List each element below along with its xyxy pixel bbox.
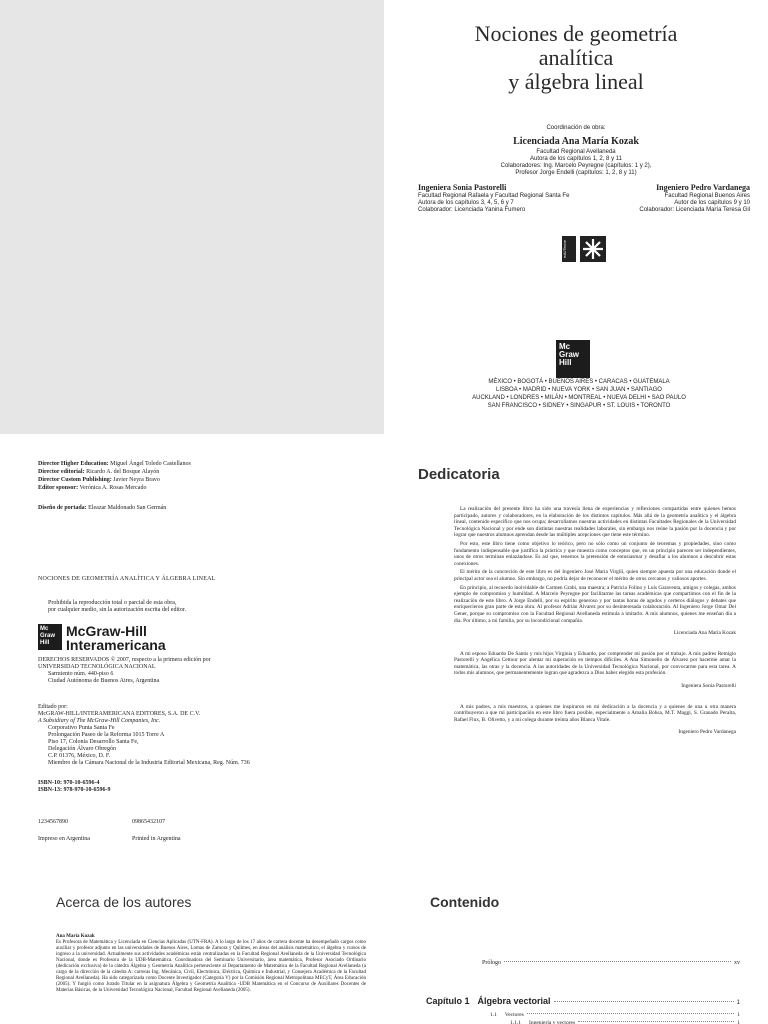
dedication-body xyxy=(454,506,736,750)
edition-line: Delegación Álvaro Obregón xyxy=(48,746,116,752)
subsection-number: 1.1.1 xyxy=(510,1020,521,1024)
printed-in-english: Printed in Argentina xyxy=(132,836,181,842)
toc-page: 1 xyxy=(737,1012,740,1018)
credit-value: Ricardo A. del Bosque Alayón xyxy=(86,469,160,475)
coordinator-line: Colaboradores: Ing. Marcelo Peyregne (capítulos: 1 y 2), xyxy=(500,163,652,169)
city-line: LISBOA • MADRID • NUEVA YORK • SAN JUAN • SANTIAGO xyxy=(496,387,662,393)
toc-subsection xyxy=(426,1020,740,1024)
section-title: Vectores xyxy=(504,1012,524,1018)
utn-logo-icon xyxy=(580,236,606,262)
paragraph: A mis padres, a mis maestros, a quienes me inspiraron en mi dedicación a la docencia y a quienes de una u otra manera contribuyeron a que mi participación en este libro fuera posible, especialmente a Amalia Bohsa, M.T. Maggi, S. Granado Peralta, Rafael Flux, B. Olivetto, y a mi colega durante treinta años Blanca Vitale. xyxy=(454,703,736,723)
toc-label: Prólogo xyxy=(482,960,502,966)
credit-value: Javier Neyra Bravo xyxy=(113,477,160,483)
paragraph: En principio, al recuerdo inolvidable de Carmen Grabi, una maestra; a Patricia Folino y Luis Garaventa, amigos y colegas, ambos ejemplo de compromiso y humildad. A Marcelo Peyregne por facilitarme las tareas académicas que compartimos con el fin de la realización de este libro. A Jorge Endelli, por su espíritu generoso y por tantas horas de agudos y certeros diálogos y debates que enriquecieron gran parte de esta obra. Al profesor Adrián Álvarez por su desinteresada colaboración. Al Ingeniero Jorge Omar Del Gener, porque su compromiso con la Facultad Regional Avellaneda estimula a imitarlo. A mis alumnos, quienes me enseñan día a día. Por último, a mi familia, por su incondicional compañía. xyxy=(454,584,736,624)
collaborator-name: Ingeniero Pedro Vardanega xyxy=(656,183,750,192)
copyright-page xyxy=(0,434,384,868)
prohibition-notice xyxy=(48,600,186,614)
city-list xyxy=(454,378,704,410)
chapter-number: Capítulo 1 xyxy=(426,996,470,1006)
credit-label: Director Higher Education: xyxy=(38,461,109,467)
title-line: analítica xyxy=(538,45,614,70)
signature: Ingeniera Sonia Pastorelli xyxy=(681,683,736,690)
credit-label: Diseño de portada: xyxy=(38,505,87,511)
collaborator-right xyxy=(639,183,750,214)
toc-page: xv xyxy=(734,960,740,966)
credit-value: Miguel Ángel Toledo Castellanos xyxy=(110,461,191,467)
book-title-caps: NOCIONES DE GEOMETRÍA ANALÍTICA Y ÁLGEBRA LINEAL xyxy=(38,576,216,582)
credits xyxy=(38,460,191,512)
coordination-label: Coordinación de obra: xyxy=(546,125,606,131)
mcgraw-hill-logo: Mc Graw Hill xyxy=(556,340,590,378)
isbn-line: ISBN-13: 978-970-10-6596-9 xyxy=(38,787,111,793)
coordinator-name: Licenciada Ana María Kozak xyxy=(513,136,639,147)
title-line: y álgebra lineal xyxy=(508,69,644,94)
edition-block xyxy=(38,704,250,767)
credit-row xyxy=(38,476,191,484)
brand-line: McGraw-Hill xyxy=(66,623,147,639)
edutecne-logo: edUTecne xyxy=(562,236,576,262)
author-bio-text: Es Profesora de Matemática y Licenciada en Ciencias Aplicadas (UTN-FRA). A lo largo de los 17 años de carrera docente ha desempeñado cargos como auxiliar y profesor adjunto en las universidades de Buenos Aires, Lomas de Zamora y Quilmes, en áreas del análisis matemático, el álgebra y cursos de ingreso a la universidad. Actualmente sus actividades académicas están centralizadas en la Facultad Regional Avellaneda de la Universidad Tecnológica Nacional, donde es Profesora de la UDB-Matemática. Coordinadora del Seminario Universitario, área matemática, Profesor Asociado Ordinario (dedicación exclusiva) de la cátedra Álgebra y Geometría Analítica perteneciente al Departamento de Matemática de la Facultad Regional Avellaneda (a cargo de la dirección de la cátedra A: carreras Ing. Mecánica, Civil, Electrónica, Eléctrica, Química e Industrial, y Consejera Académica de la Facultad Regional Avellaneda). Ha sido categorizada como Docente Investigador (Categoría V) por la Comisión Regional Metropolitana MECyT, Área Educación (2005). Y fungió como Jurado Titular en la asignatura Álgebra y Geometría Analítica -UDB Matemática en el Concurso de Auxiliares Docentes de Materias Básicas, de la Universidad Tecnológica Nacional, Facultad Regional Avellaneda (2005). xyxy=(56,940,366,993)
collaborator-line: Autor de los capítulos 9 y 10 xyxy=(674,200,750,206)
about-authors-page xyxy=(0,868,384,1024)
credit-value: Eleazar Maldonado San Germán xyxy=(88,505,167,511)
printed-in-spanish: Impreso en Argentina xyxy=(38,836,90,842)
collaborator-name: Ingeniera Sonia Pastorelli xyxy=(418,183,507,192)
contents-page xyxy=(384,868,768,1024)
title-line: Nociones de geometría xyxy=(474,21,678,46)
isbn-block xyxy=(38,780,111,794)
coordinator-line: Autora de los capítulos 1, 2, 8 y 11 xyxy=(530,156,622,162)
signature: Licenciada Ana María Kozak xyxy=(673,630,736,637)
edition-line: Editado por: xyxy=(38,704,68,710)
city-line: MÉXICO • BOGOTÁ • BUENOS AIRES • CARACAS • GUATEMALA xyxy=(488,379,670,385)
toc-page: 1 xyxy=(736,1000,740,1006)
book-title xyxy=(384,22,768,94)
credit-label: Editor sponsor: xyxy=(38,485,79,491)
signature: Ingeniero Pedro Vardanega xyxy=(678,729,736,736)
edition-line: Miembro de la Cámara Nacional de la Industria Editorial Mexicana, Reg. Núm. 736 xyxy=(48,760,250,766)
paragraph: A mi esposo Eduardo De Santis y mis hijos Virginia y Eduardo, por comprender mi pasión por el trabajo. A mis padres Remigio Pastorelli y Angélica Cettour por alentar mi superación en tiempos difíciles. A Ana Simonello de Álvarez por hacerme amar la matemática, las otras y la docencia. A las autoridades de la Universidad Tecnológica Nacional, por convocarme para esta tarea. A todos mis alumnos, que permanentemente logran que agradezca a Dios haber elegido esta profesión. xyxy=(454,650,736,677)
collaborator-line: Autora de los capítulos 3, 4, 5, 6 y 7 xyxy=(418,200,514,206)
author-name: Ana María Kozak xyxy=(56,934,95,939)
collaborator-line: Facultad Regional Buenos Aires xyxy=(664,193,750,199)
collaborator-line: Facultad Regional Rafaela y Facultad Regional Santa Fe xyxy=(418,193,570,199)
edition-line: A Subsidiary of The McGraw-Hill Companies, Inc. xyxy=(38,718,161,724)
rights-block xyxy=(38,657,211,685)
credit-row xyxy=(38,468,191,476)
page-title: Contenido xyxy=(430,894,500,910)
credit-row xyxy=(38,460,191,468)
notice-line: por cualquier medio, sin la autorización escrita del editor. xyxy=(48,607,186,613)
author-bio xyxy=(56,934,366,994)
coordinator-line: Facultad Regional Avellaneda xyxy=(536,149,616,155)
coordinator-line: Profesor Jorge Endelli (capítulos: 1, 2, 8 y 11) xyxy=(515,170,637,176)
toc-chapter xyxy=(426,996,740,1006)
toc-section xyxy=(426,1012,740,1018)
collaborator-left xyxy=(418,183,569,214)
collaborator-line: Colaborador: Licenciada María Teresa Gil xyxy=(639,207,750,213)
collaborator-line: Colaborador: Licenciada Yanina Fumero xyxy=(418,207,526,213)
edition-line: Prolongación Paseo de la Reforma 1015 Torre A xyxy=(48,732,165,738)
publisher-brand xyxy=(66,624,166,652)
city-line: AUCKLAND • LONDRES • MILÁN • MONTREAL • NUEVA DELHI • SAO PAULO xyxy=(472,395,686,401)
rights-line: DERECHOS RESERVADOS © 2007, respecto a la primera edición por xyxy=(38,657,211,663)
edition-line: McGRAW-HILL/INTERAMERICANA EDITORES, S.A. DE C.V. xyxy=(38,711,201,717)
page-title: Dedicatoria xyxy=(418,466,500,483)
credit-row xyxy=(38,504,191,512)
title-page xyxy=(384,0,768,434)
credit-label: Director Custom Publishing: xyxy=(38,477,112,483)
edition-line: C.P. 01376, México, D. F. xyxy=(48,753,111,759)
mcgraw-hill-logo: Mc Graw Hill xyxy=(38,624,62,650)
city-line: SAN FRANCISCO • SIDNEY • SINGAPUR • ST. LOUIS • TORONTO xyxy=(487,403,671,409)
toc-page: 1 xyxy=(737,1020,740,1024)
edition-line: Corporativo Punta Santa Fe xyxy=(48,725,115,731)
notice-line: Prohibida la reproducción total o parcial de esta obra, xyxy=(48,600,177,606)
chapter-title: Álgebra vectorial xyxy=(477,996,551,1006)
edition-line: Piso 17, Colonia Desarrollo Santa Fe, xyxy=(48,739,139,745)
credit-value: Verónica A. Rosas Mercado xyxy=(79,485,147,491)
brand-line: Interamericana xyxy=(66,637,166,653)
isbn-line: ISBN-10: 970-10-6596-4 xyxy=(38,780,100,786)
coordinator-details xyxy=(384,149,768,177)
credit-row xyxy=(38,484,191,492)
print-run-number: 1234567890 xyxy=(38,819,68,825)
page-title: Acerca de los autores xyxy=(56,894,192,910)
credit-label: Director editorial: xyxy=(38,469,85,475)
subsection-title: Ingeniería y vectores xyxy=(529,1020,576,1024)
toc-entry xyxy=(426,960,740,966)
dedication-page xyxy=(384,434,768,868)
paragraph: La realización del presente libro ha sido una travesía llena de experiencias y reflexiones compartidas entre quienes hemos participado, autores y colaboradores, en la elaboración de los distintos capítulos. Más allá de la geometría analítica y el álgebra lineal, contenido específico que nos ocupa; desarrollamos nuestras actividades en distintas Facultades Regionales de la Universidad Tecnológica Nacional y por ende son distintas nuestras realidades laborales, sin embargo nos reúne la pasión por la docencia y por lograr que nuestros alumnos aprendan desde las múltiples acepciones que tiene este término. xyxy=(454,506,736,539)
rights-line: Sarmiento núm. 440-piso 6 xyxy=(48,671,114,677)
rights-line: Ciudad Autónoma de Buenos Aires, Argentina xyxy=(48,678,160,684)
rights-line: UNIVERSIDAD TECNOLÓGICA NACIONAL xyxy=(38,664,156,670)
paragraph: El mérito de la concreción de este libro es del Ingeniero José María Virgili, quien siempre apuesta por una educación donde el principal actor sea el alumno. Sin embargo, no podría dejar de reconocer el mérito de otros cercanos y valiosos aportes. xyxy=(454,569,736,582)
paragraph: Por esto, este libro tiene como objetivo lo teórico, pero no sólo como un conjunto de teoremas y propiedades, sino como fundamento indispensable que justifica la práctica y que muestra como conceptos que, en un principio parecen ser independientes, unos de otros terminan enlazándose. Es así que, tenemos la pretensión de entusiasmar y desafiar a los alumnos a descubrir estas conexiones. xyxy=(454,540,736,567)
print-code: 09865432107 xyxy=(132,819,165,825)
section-number: 1.1 xyxy=(490,1012,497,1018)
